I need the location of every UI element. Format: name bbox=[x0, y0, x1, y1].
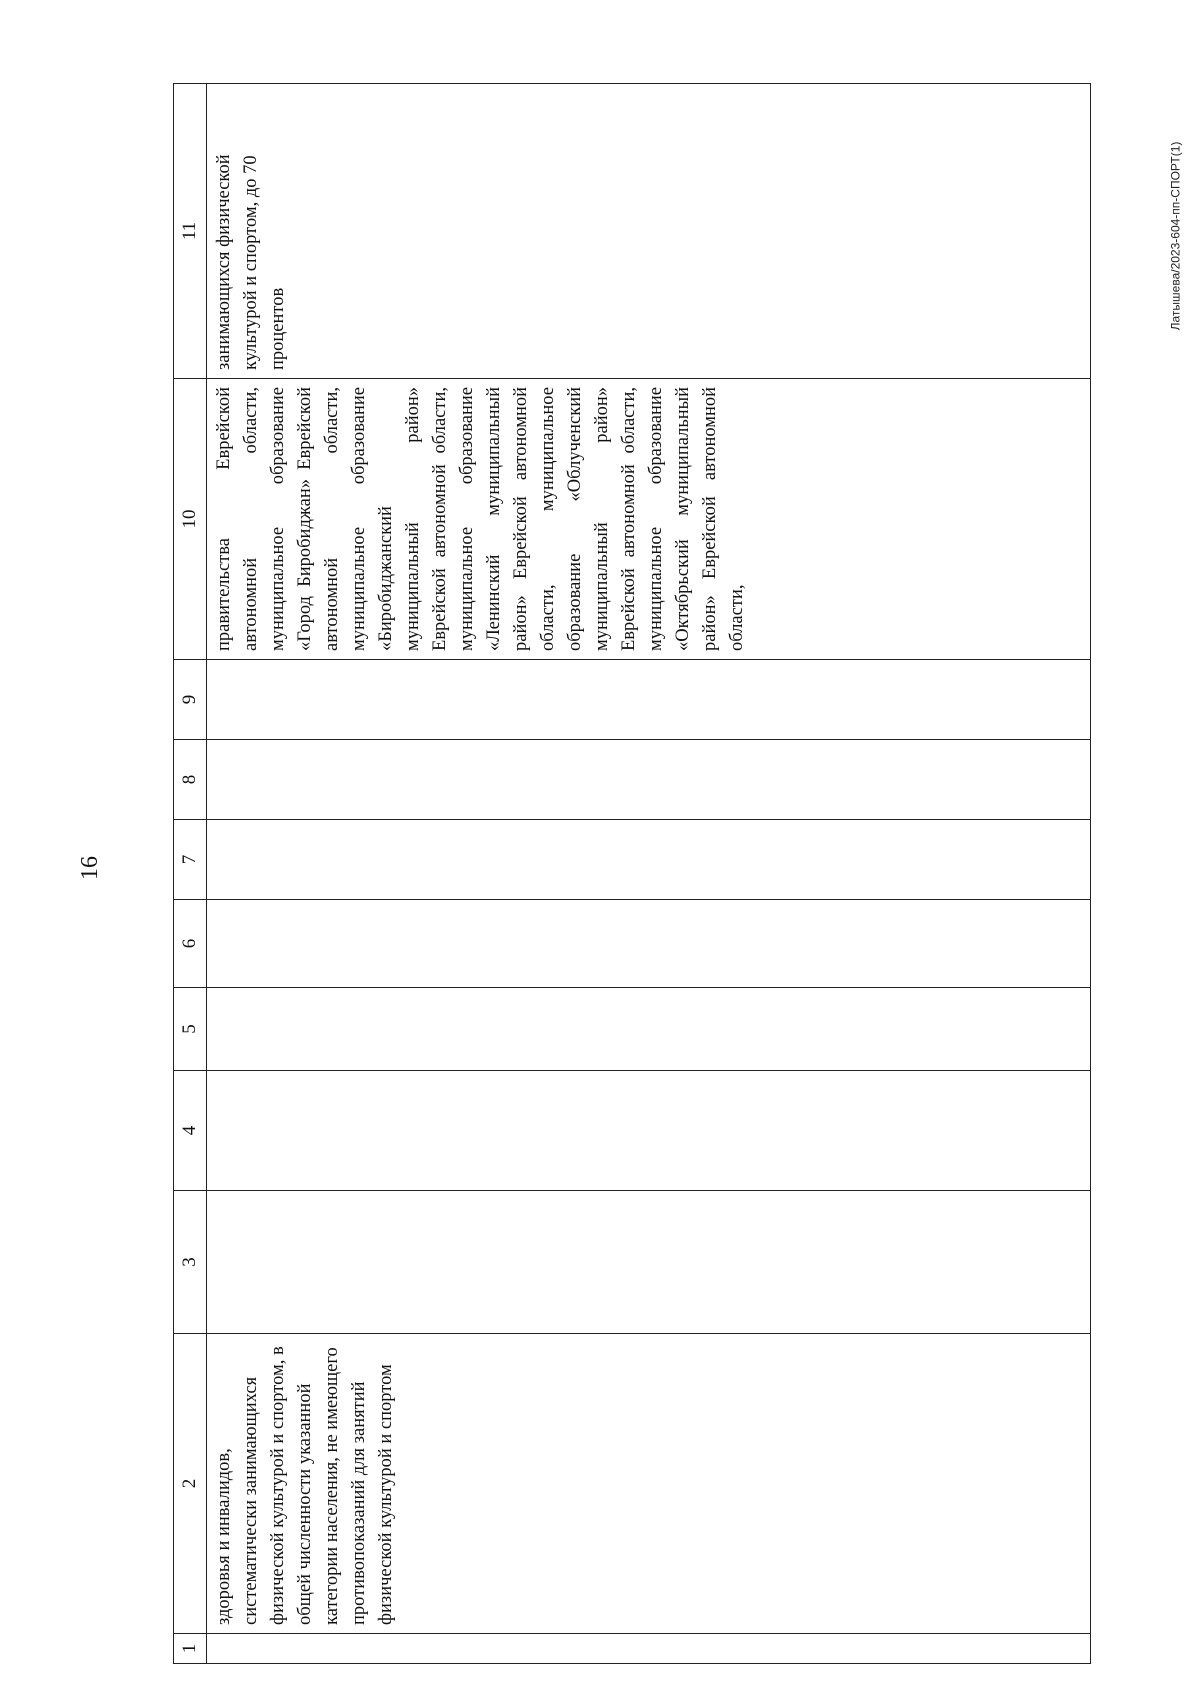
column-header-9: 9 bbox=[174, 660, 207, 740]
column-header-11: 11 bbox=[174, 84, 207, 379]
page-number: 16 bbox=[77, 856, 103, 880]
cell-col-7 bbox=[207, 820, 1091, 900]
column-header-6: 6 bbox=[174, 900, 207, 988]
column-header-4: 4 bbox=[174, 1071, 207, 1191]
cell-col-6 bbox=[207, 900, 1091, 988]
cell-executors bbox=[207, 379, 1091, 660]
program-table bbox=[173, 83, 1091, 1664]
column-header-1: 1 bbox=[174, 1634, 207, 1664]
column-header-2: 2 bbox=[174, 1334, 207, 1634]
column-header-10: 10 bbox=[174, 379, 207, 660]
cell-col-3 bbox=[207, 1191, 1091, 1334]
cell-col-8 bbox=[207, 740, 1091, 820]
column-header-3: 3 bbox=[174, 1191, 207, 1334]
cell-expected-result bbox=[207, 84, 1091, 379]
column-header-8: 8 bbox=[174, 740, 207, 820]
rotated-table-container bbox=[173, 84, 1091, 1664]
cell-col-4 bbox=[207, 1071, 1091, 1191]
cell-col-9 bbox=[207, 660, 1091, 740]
document-reference bbox=[1163, 141, 1187, 331]
column-header-7: 7 bbox=[174, 820, 207, 900]
expected-result-text: занимающихся физической культурой и спортом, до 70 процентов bbox=[214, 154, 288, 370]
executors-text: правительства Еврейской автономной области, муниципальное образование «Город Биробиджан» Еврейской автономной области, муниципальное образование «Биробиджанский муниципальный район» Еврейской автономной области, муниципальное образование «Ленинский муниципальный район» Еврейской автономной области, муниципальное образование «Облученский муниципальный район» Еврейской автономной области, муниципальное образование «Октябрьский муниципальный район» Еврейской автономной области, bbox=[214, 387, 747, 651]
table-header-row bbox=[174, 84, 207, 1664]
table-row bbox=[207, 84, 1091, 1664]
column-header-5: 5 bbox=[174, 988, 207, 1071]
indicator-description-text: здоровья и инвалидов, систематически занимающихся физической культурой и спортом, в общей численности указанной категории населения, не имеющего противопоказаний для занятий физической культурой и спортом bbox=[214, 1346, 396, 1625]
cell-indicator-description bbox=[207, 1334, 1091, 1634]
document-reference-text: Латышева/2023-604-пп-СПОРТ(1) bbox=[1168, 141, 1182, 331]
cell-col-5 bbox=[207, 988, 1091, 1071]
cell-col-1 bbox=[207, 1634, 1091, 1664]
